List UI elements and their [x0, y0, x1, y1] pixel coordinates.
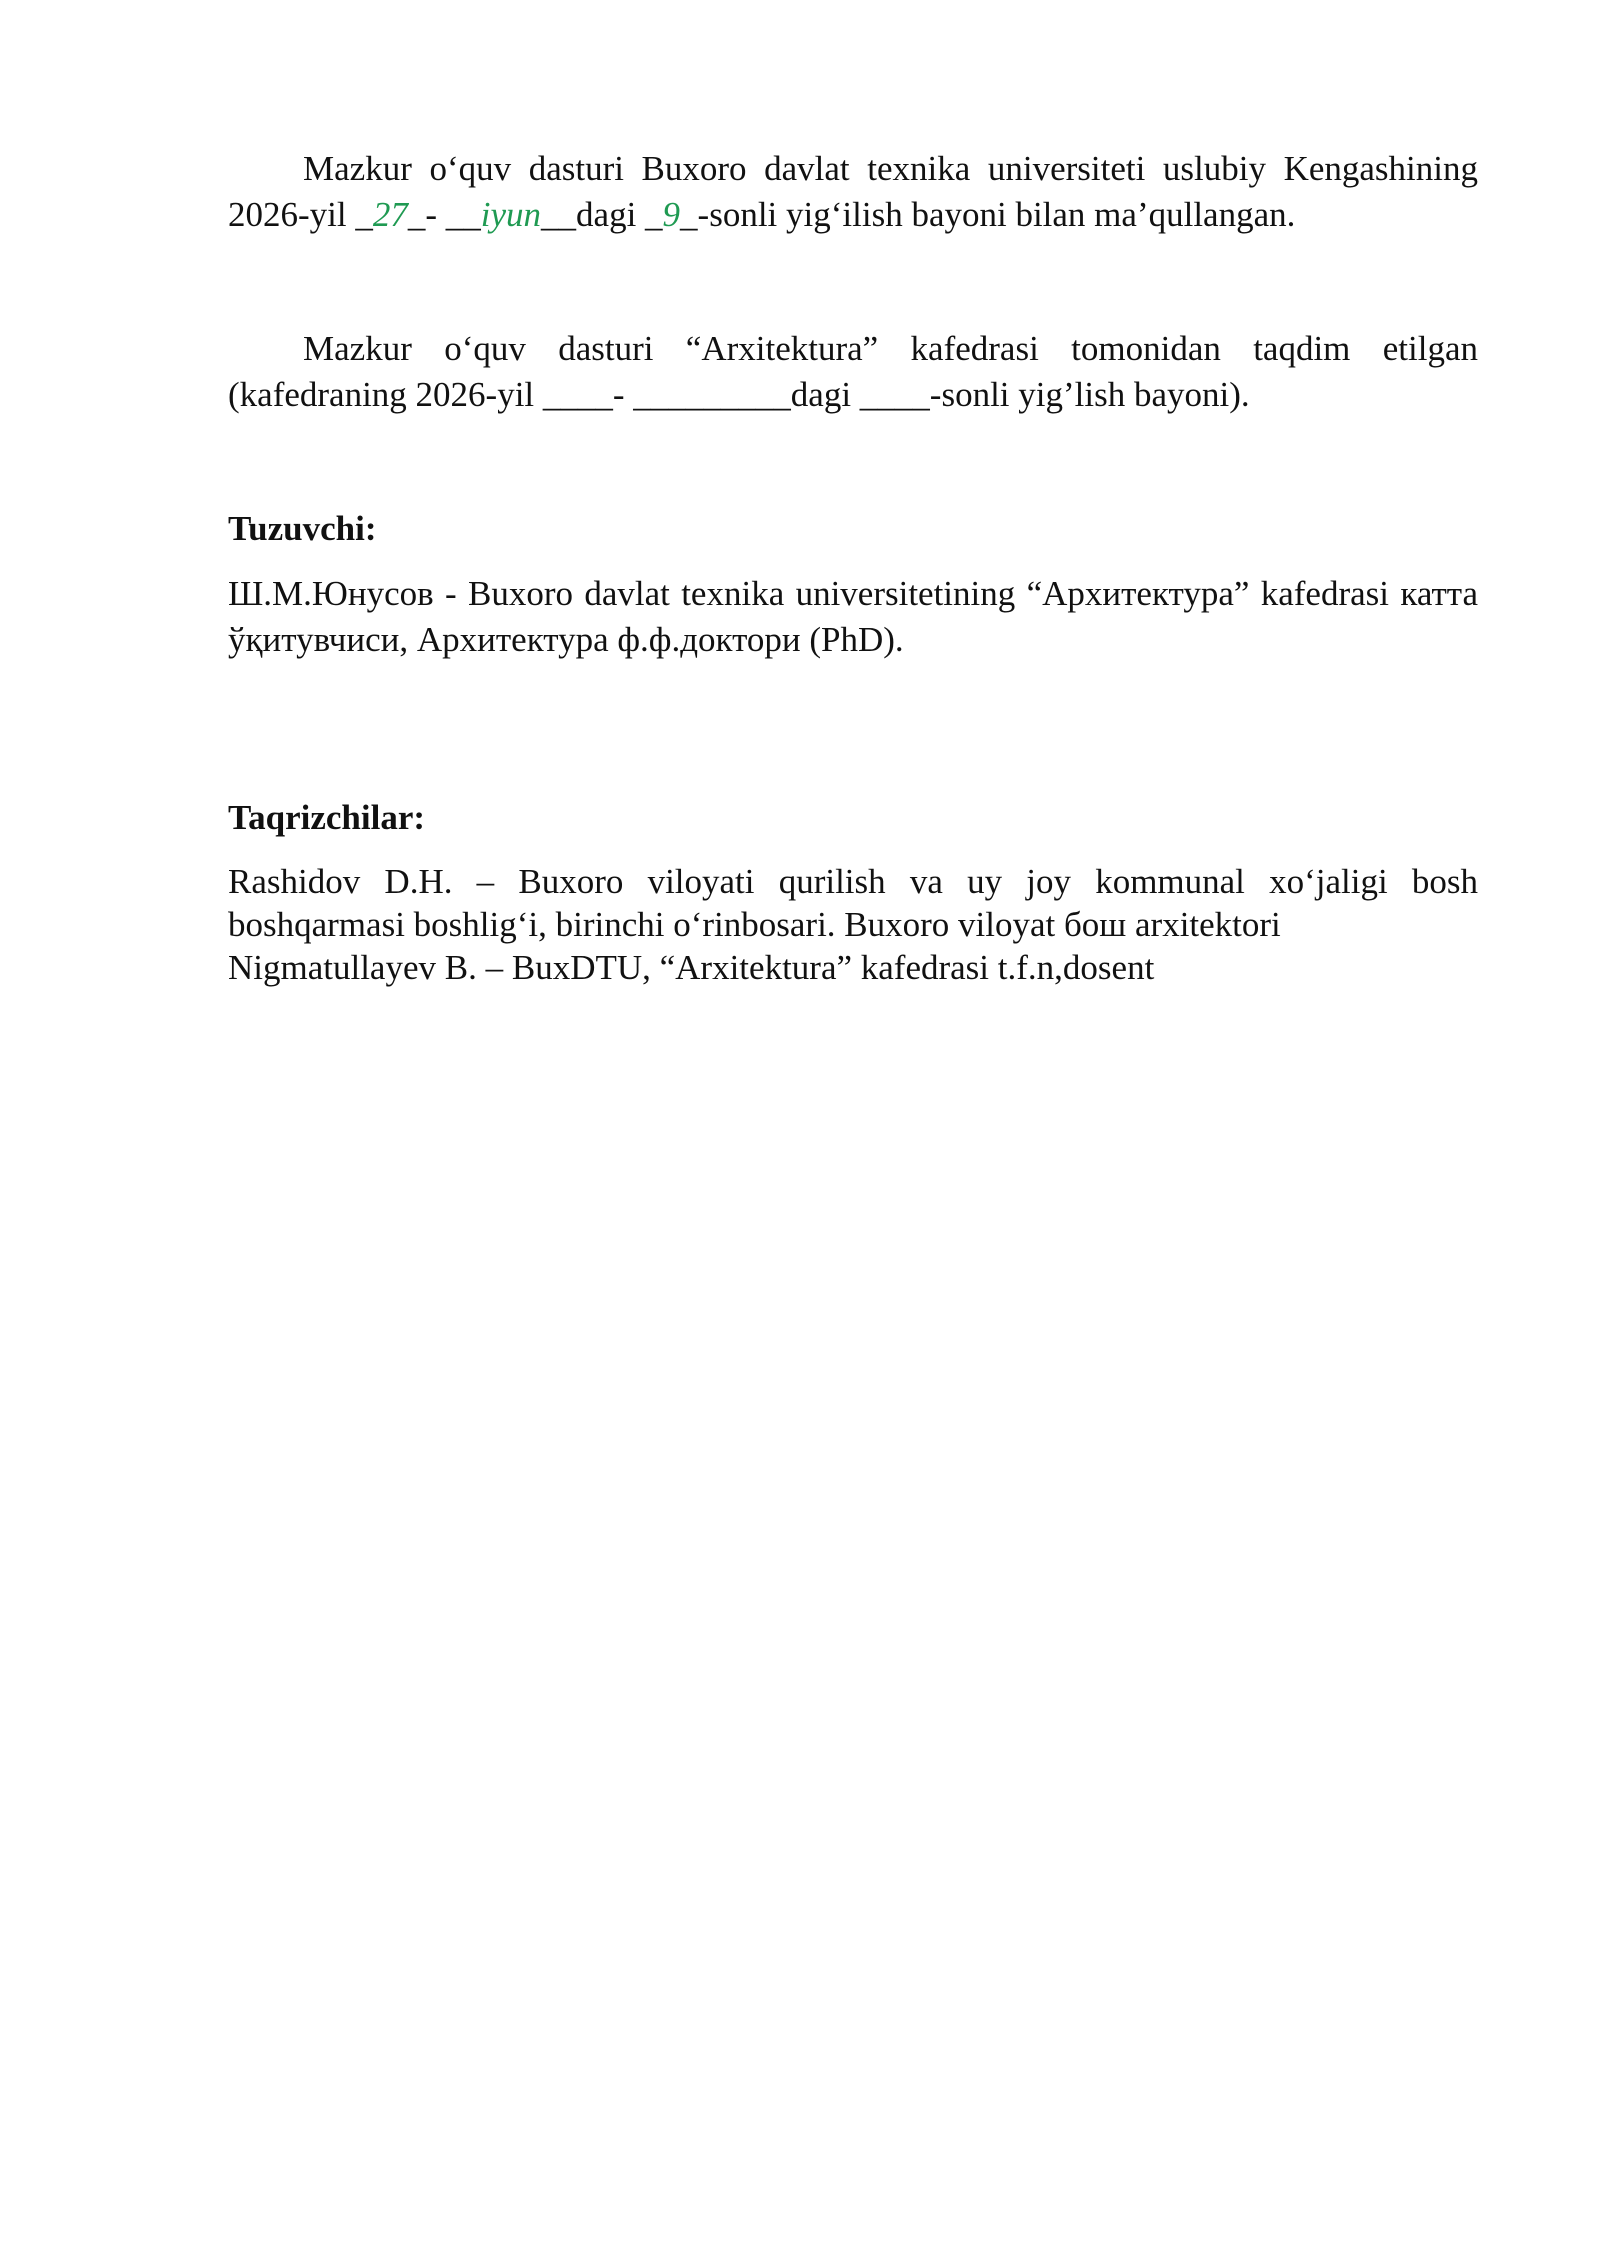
- reviewers-heading: Taqrizchilar:: [228, 798, 426, 837]
- approval-text-start: Mazkur o‘quv dasturi Buxoro davlat texnika universiteti uslubiy Kengashining 2026-yil: [228, 149, 1478, 234]
- day-blank-end: _- __: [407, 195, 481, 234]
- reviewers-list: [228, 860, 1478, 989]
- month-blank-end: __dagi _: [541, 195, 663, 234]
- reviewer-line-1: Rashidov D.H. – Buxoro viloyati qurilish va uy joy kommunal xo‘jaligi bosh: [228, 862, 1478, 901]
- approval-number: 9: [662, 195, 681, 234]
- reviewer-line-2: boshqarmasi boshlig‘i, birinchi o‘rinbosari. Buxoro viloyat бош arxitektori: [228, 905, 1281, 944]
- approval-text-end: _-sonli yig‘ilish bayoni bilan ma’qullangan.: [680, 195, 1296, 234]
- approval-day: 27: [372, 195, 408, 234]
- author-paragraph: Ш.М.Юнусов - Buxoro davlat texnika universitetining “Архитектура” kafedrasi катта ўқитувчиси, Архитектура ф.ф.доктори (PhD).: [228, 574, 1478, 659]
- department-paragraph: Mazkur o‘quv dasturi “Arxitektura” kafedrasi tomonidan taqdim etilgan (kafedraning 2026-yil ____- _________dagi ____-sonli yig’lish bayoni).: [228, 329, 1478, 414]
- author-heading: Tuzuvchi:: [228, 509, 377, 548]
- approval-month: iyun: [480, 195, 542, 234]
- reviewer-line-3: Nigmatullayev B. – BuxDTU, “Arxitektura” kafedrasi t.f.n,dosent: [228, 948, 1155, 987]
- approval-paragraph: [228, 146, 1478, 238]
- page-content: [228, 146, 1478, 989]
- day-blank-start: _: [355, 195, 373, 234]
